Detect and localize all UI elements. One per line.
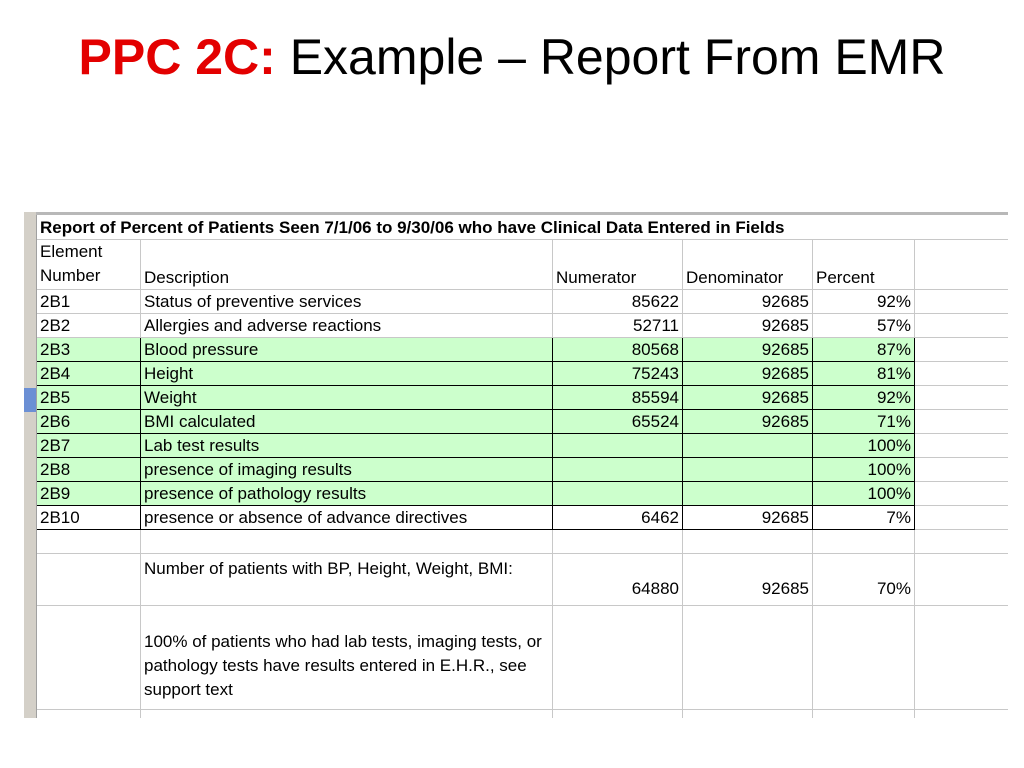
element-cell[interactable]: 2B3	[37, 338, 141, 362]
empty-cell[interactable]	[915, 314, 1008, 338]
empty-cell[interactable]	[915, 554, 1008, 606]
numerator-header-label: Numerator	[556, 268, 637, 287]
element-cell[interactable]: 2B10	[37, 506, 141, 530]
description-cell[interactable]: Height	[141, 362, 553, 386]
report-header-row	[37, 215, 1008, 240]
denominator-cell[interactable]: 92685	[683, 290, 813, 314]
element-header-line1: Element	[40, 242, 103, 261]
empty-cell[interactable]	[915, 362, 1008, 386]
empty-cell[interactable]	[683, 530, 813, 554]
summary-denominator-value: 92685	[761, 579, 809, 598]
slide-title-text: Example – Report From EMR	[289, 29, 946, 85]
summary-numerator[interactable]	[553, 554, 683, 606]
table-row	[37, 290, 1008, 314]
selected-row-marker	[24, 388, 36, 412]
table-row	[37, 482, 1008, 506]
description-cell[interactable]: BMI calculated	[141, 410, 553, 434]
empty-cell[interactable]	[553, 530, 683, 554]
denominator-cell[interactable]: 92685	[683, 386, 813, 410]
table-row	[37, 338, 1008, 362]
slide-title	[0, 26, 1024, 88]
percent-header[interactable]	[813, 240, 915, 290]
description-cell[interactable]: presence of imaging results	[141, 458, 553, 482]
table-row	[37, 410, 1008, 434]
summary-percent[interactable]	[813, 554, 915, 606]
summary-numerator-value: 64880	[631, 579, 679, 598]
description-header-label: Description	[144, 268, 230, 287]
empty-cell[interactable]	[553, 606, 683, 710]
empty-cell[interactable]	[915, 410, 1008, 434]
empty-cell[interactable]	[813, 530, 915, 554]
report-header[interactable]: Report of Percent of Patients Seen 7/1/06 to 9/30/06 who have Clinical Data Entered in Fields	[37, 215, 1008, 240]
numerator-cell[interactable]	[553, 458, 683, 482]
denominator-cell[interactable]	[683, 458, 813, 482]
numerator-header[interactable]	[553, 240, 683, 290]
element-cell[interactable]: 2B9	[37, 482, 141, 506]
description-cell[interactable]: Allergies and adverse reactions	[141, 314, 553, 338]
description-cell[interactable]: Status of preventive services	[141, 290, 553, 314]
table-row	[37, 314, 1008, 338]
percent-header-label: Percent	[816, 268, 875, 287]
percent-cell[interactable]: 87%	[813, 338, 915, 362]
numerator-cell[interactable]: 52711	[553, 314, 683, 338]
numerator-cell[interactable]	[553, 434, 683, 458]
empty-cell[interactable]	[915, 240, 1008, 290]
element-cell[interactable]: 2B5	[37, 386, 141, 410]
empty-cell[interactable]	[915, 506, 1008, 530]
empty-cell[interactable]	[141, 530, 553, 554]
row-header-gutter	[24, 212, 37, 718]
percent-cell[interactable]: 92%	[813, 386, 915, 410]
denominator-cell[interactable]: 92685	[683, 410, 813, 434]
numerator-cell[interactable]: 6462	[553, 506, 683, 530]
element-cell[interactable]: 2B8	[37, 458, 141, 482]
description-header[interactable]	[141, 240, 553, 290]
percent-cell[interactable]: 100%	[813, 434, 915, 458]
element-cell[interactable]: 2B6	[37, 410, 141, 434]
blank-row	[37, 530, 1008, 554]
summary-row	[37, 554, 1008, 606]
table-row	[37, 386, 1008, 410]
element-cell[interactable]: 2B7	[37, 434, 141, 458]
numerator-cell[interactable]: 80568	[553, 338, 683, 362]
percent-cell[interactable]: 100%	[813, 458, 915, 482]
numerator-cell[interactable]: 85622	[553, 290, 683, 314]
percent-cell[interactable]: 7%	[813, 506, 915, 530]
empty-cell[interactable]	[915, 530, 1008, 554]
slide-title-code: PPC 2C:	[78, 29, 276, 85]
percent-cell[interactable]: 100%	[813, 482, 915, 506]
note-row	[37, 606, 1008, 710]
empty-cell[interactable]	[915, 482, 1008, 506]
empty-cell[interactable]	[915, 434, 1008, 458]
spreadsheet-report	[24, 212, 1008, 718]
denominator-cell[interactable]: 92685	[683, 314, 813, 338]
denominator-cell[interactable]: 92685	[683, 338, 813, 362]
denominator-cell[interactable]: 92685	[683, 362, 813, 386]
description-cell[interactable]: presence of pathology results	[141, 482, 553, 506]
numerator-cell[interactable]: 75243	[553, 362, 683, 386]
denominator-cell[interactable]: 92685	[683, 506, 813, 530]
note-text[interactable]: 100% of patients who had lab tests, imaging tests, or pathology tests have results entered in E.H.R., see support text	[141, 606, 553, 710]
partial-row	[37, 710, 1008, 718]
empty-cell[interactable]	[553, 710, 683, 718]
denominator-header[interactable]	[683, 240, 813, 290]
empty-cell[interactable]	[915, 338, 1008, 362]
summary-denominator[interactable]	[683, 554, 813, 606]
empty-cell[interactable]	[915, 458, 1008, 482]
summary-percent-value: 70%	[876, 579, 911, 598]
empty-cell[interactable]	[37, 606, 141, 710]
denominator-cell[interactable]	[683, 434, 813, 458]
empty-cell[interactable]	[141, 710, 553, 718]
description-cell[interactable]: Blood pressure	[141, 338, 553, 362]
table-row	[37, 458, 1008, 482]
denominator-cell[interactable]	[683, 482, 813, 506]
empty-cell[interactable]	[915, 290, 1008, 314]
percent-cell[interactable]: 92%	[813, 290, 915, 314]
percent-cell[interactable]: 81%	[813, 362, 915, 386]
element-cell[interactable]: 2B4	[37, 362, 141, 386]
empty-cell[interactable]	[915, 606, 1008, 710]
column-header-row	[37, 240, 1008, 290]
numerator-cell[interactable]: 65524	[553, 410, 683, 434]
empty-cell[interactable]	[915, 386, 1008, 410]
percent-cell[interactable]: 57%	[813, 314, 915, 338]
table-row	[37, 506, 1008, 530]
empty-cell[interactable]	[813, 606, 915, 710]
empty-cell[interactable]	[37, 530, 141, 554]
empty-cell[interactable]	[915, 710, 1008, 718]
empty-cell[interactable]	[813, 710, 915, 718]
numerator-cell[interactable]	[553, 482, 683, 506]
numerator-cell[interactable]: 85594	[553, 386, 683, 410]
element-cell[interactable]: 2B2	[37, 314, 141, 338]
empty-cell[interactable]	[683, 710, 813, 718]
denominator-header-label: Denominator	[686, 268, 784, 287]
table-row	[37, 434, 1008, 458]
element-cell[interactable]: 2B1	[37, 290, 141, 314]
element-number-header[interactable]	[37, 240, 141, 290]
element-header-line2: Number	[40, 266, 101, 285]
empty-cell[interactable]	[37, 554, 141, 606]
description-cell[interactable]: presence or absence of advance directives	[141, 506, 553, 530]
empty-cell[interactable]	[37, 710, 141, 718]
summary-description[interactable]: Number of patients with BP, Height, Weight, BMI:	[141, 554, 553, 606]
percent-cell[interactable]: 71%	[813, 410, 915, 434]
description-cell[interactable]: Lab test results	[141, 434, 553, 458]
description-cell[interactable]: Weight	[141, 386, 553, 410]
table-row	[37, 362, 1008, 386]
empty-cell[interactable]	[683, 606, 813, 710]
